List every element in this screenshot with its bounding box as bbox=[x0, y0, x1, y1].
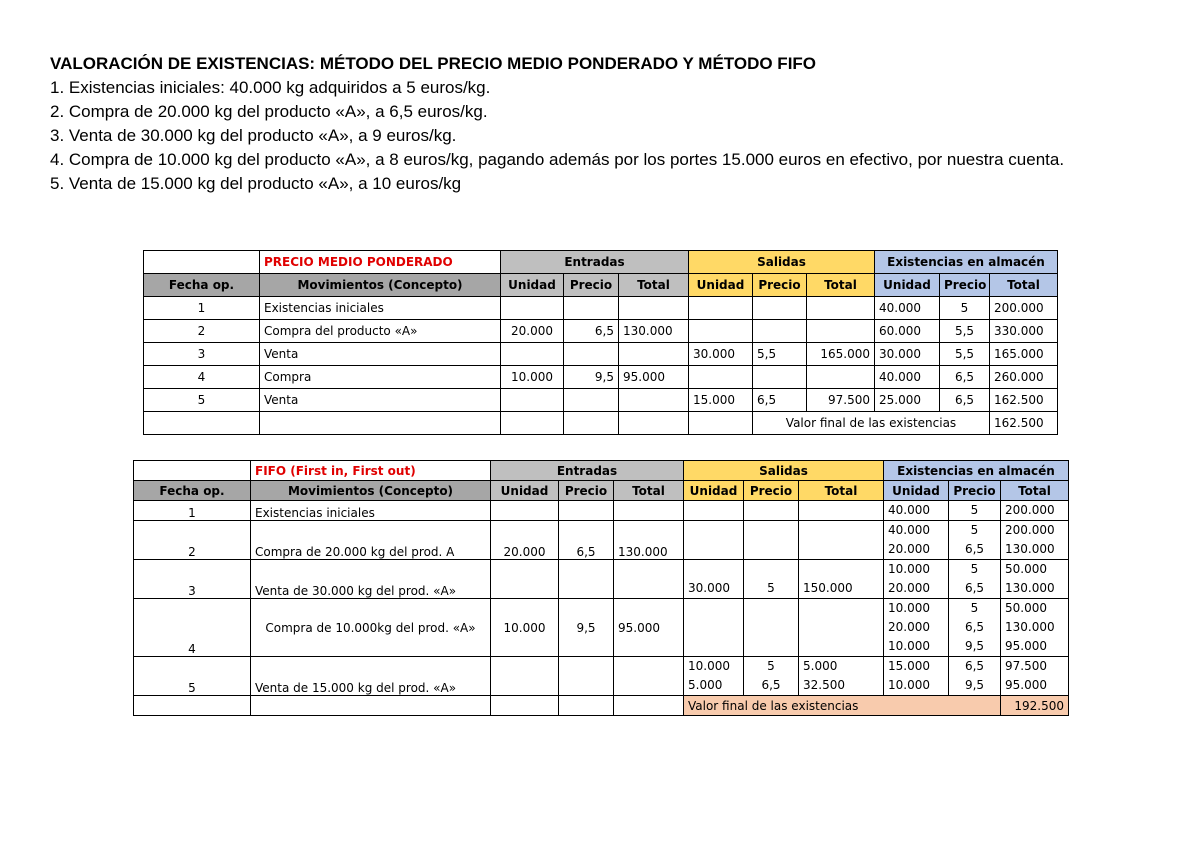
intro-line: 3. Venta de 30.000 kg del producto «A», a 9 euros/kg. bbox=[50, 126, 457, 145]
su-cell bbox=[684, 501, 744, 521]
cell-line: 6,5 bbox=[964, 581, 985, 595]
xp-cell bbox=[949, 657, 1001, 696]
sp-cell bbox=[744, 599, 799, 657]
eu-cell: 20.000 bbox=[501, 320, 564, 343]
xp-cell: 5,5 bbox=[940, 320, 990, 343]
sp-cell bbox=[753, 320, 807, 343]
et-cell bbox=[614, 560, 684, 599]
cell-line: 200.000 bbox=[1005, 523, 1055, 537]
table-row bbox=[144, 320, 1058, 343]
fifo-final-row bbox=[134, 696, 1069, 716]
xt-cell bbox=[1001, 657, 1069, 696]
sp-cell: 5,5 bbox=[753, 343, 807, 366]
ep-cell: 9,5 bbox=[559, 599, 614, 657]
xp-cell bbox=[949, 599, 1001, 657]
sp-cell bbox=[753, 297, 807, 320]
cell-line: 20.000 bbox=[888, 620, 930, 634]
xu-cell: 60.000 bbox=[875, 320, 940, 343]
xu-cell: 30.000 bbox=[875, 343, 940, 366]
ep-cell bbox=[564, 343, 619, 366]
pmp-final-value: 162.500 bbox=[990, 412, 1058, 435]
su-cell bbox=[684, 657, 744, 696]
eu-cell: 10.000 bbox=[501, 366, 564, 389]
ep-cell: 6,5 bbox=[564, 320, 619, 343]
col-total: Total bbox=[807, 274, 875, 297]
xt-cell: 200.000 bbox=[990, 297, 1058, 320]
su-cell bbox=[684, 521, 744, 560]
movimiento-cell: Venta bbox=[260, 343, 501, 366]
xu-cell: 40.000 bbox=[875, 366, 940, 389]
eu-cell bbox=[501, 343, 564, 366]
sp-cell bbox=[744, 501, 799, 521]
col-unidad: Unidad bbox=[501, 274, 564, 297]
ep-cell bbox=[559, 501, 614, 521]
pmp-final-row bbox=[144, 412, 1058, 435]
table-row bbox=[134, 560, 1069, 599]
col-precio: Precio bbox=[564, 274, 619, 297]
cell-line: 20.000 bbox=[888, 581, 930, 595]
cell-line: 5 bbox=[970, 503, 979, 517]
col-precio: Precio bbox=[949, 481, 1001, 501]
table-row bbox=[144, 389, 1058, 412]
xp-cell bbox=[949, 521, 1001, 560]
pmp-final-label: Valor final de las existencias bbox=[753, 412, 990, 435]
xp-cell: 6,5 bbox=[940, 389, 990, 412]
cell-line: 10.000 bbox=[888, 562, 930, 576]
fecha-cell: 5 bbox=[134, 657, 251, 696]
xt-cell bbox=[1001, 521, 1069, 560]
su-cell: 15.000 bbox=[689, 389, 753, 412]
movimiento-cell: Venta bbox=[260, 389, 501, 412]
et-cell bbox=[614, 657, 684, 696]
fifo-entradas-header: Entradas bbox=[491, 461, 684, 481]
intro-line: 2. Compra de 20.000 kg del producto «A», a 6,5 euros/kg. bbox=[50, 102, 488, 121]
eu-cell bbox=[501, 389, 564, 412]
fecha-cell: 1 bbox=[144, 297, 260, 320]
movimiento-cell: Compra de 10.000kg del prod. «A» bbox=[251, 599, 491, 657]
col-unidad: Unidad bbox=[684, 481, 744, 501]
xp-cell: 5 bbox=[940, 297, 990, 320]
cell-line: 95.000 bbox=[1005, 639, 1047, 653]
eu-cell bbox=[491, 560, 559, 599]
ep-cell bbox=[559, 657, 614, 696]
et-cell: 95.000 bbox=[614, 599, 684, 657]
col-unidad: Unidad bbox=[875, 274, 940, 297]
col-precio: Precio bbox=[559, 481, 614, 501]
intro-line: 5. Venta de 15.000 kg del producto «A», a 10 euros/kg bbox=[50, 174, 462, 193]
col-unidad: Unidad bbox=[491, 481, 559, 501]
xt-cell: 260.000 bbox=[990, 366, 1058, 389]
ep-cell bbox=[564, 389, 619, 412]
cell-line: 50.000 bbox=[1005, 601, 1047, 615]
cell-line: 5 bbox=[970, 523, 979, 537]
xt-cell bbox=[1001, 560, 1069, 599]
xp-cell: 5,5 bbox=[940, 343, 990, 366]
cell-line: 5.000 bbox=[688, 678, 723, 692]
col-fecha: Fecha op. bbox=[134, 481, 251, 501]
su-cell bbox=[684, 599, 744, 657]
sp-cell: 6,5 bbox=[753, 389, 807, 412]
fecha-cell: 2 bbox=[134, 521, 251, 560]
fifo-table bbox=[133, 460, 1069, 716]
cell-line: 10.000 bbox=[888, 639, 930, 653]
movimiento-cell: Compra del producto «A» bbox=[260, 320, 501, 343]
eu-cell bbox=[491, 501, 559, 521]
col-total: Total bbox=[990, 274, 1058, 297]
cell-line: 6,5 bbox=[964, 620, 985, 634]
xu-cell: 25.000 bbox=[875, 389, 940, 412]
pmp-group-header-row bbox=[144, 251, 1058, 274]
cell-line: 97.500 bbox=[1005, 659, 1047, 673]
xt-cell: 330.000 bbox=[990, 320, 1058, 343]
col-precio: Precio bbox=[940, 274, 990, 297]
fifo-method-label: FIFO (First in, First out) bbox=[251, 461, 491, 481]
st-cell bbox=[799, 501, 884, 521]
st-cell bbox=[807, 320, 875, 343]
et-cell: 130.000 bbox=[619, 320, 689, 343]
cell-line: 5.000 bbox=[803, 659, 838, 673]
pmp-column-header-row bbox=[144, 274, 1058, 297]
xt-cell: 162.500 bbox=[990, 389, 1058, 412]
cell-line: 10.000 bbox=[888, 601, 930, 615]
cell-line: 200.000 bbox=[1005, 503, 1055, 517]
xu-cell: 40.000 bbox=[875, 297, 940, 320]
su-cell bbox=[689, 366, 753, 389]
sp-cell bbox=[744, 521, 799, 560]
col-total: Total bbox=[799, 481, 884, 501]
col-precio: Precio bbox=[744, 481, 799, 501]
movimiento-cell: Existencias iniciales bbox=[251, 501, 491, 521]
su-cell: 30.000 bbox=[689, 343, 753, 366]
su-cell bbox=[689, 320, 753, 343]
et-cell bbox=[619, 343, 689, 366]
xt-cell bbox=[1001, 599, 1069, 657]
st-cell bbox=[807, 297, 875, 320]
cell-line: 6,5 bbox=[964, 542, 985, 556]
cell-line: 15.000 bbox=[888, 659, 930, 673]
cell-line: 150.000 bbox=[803, 581, 853, 595]
su-cell bbox=[689, 297, 753, 320]
fecha-cell: 4 bbox=[134, 599, 251, 657]
cell-line: 40.000 bbox=[888, 503, 930, 517]
pmp-method-label: PRECIO MEDIO PONDERADO bbox=[260, 251, 501, 274]
fecha-cell: 1 bbox=[134, 501, 251, 521]
movimiento-cell: Existencias iniciales bbox=[260, 297, 501, 320]
cell-line: 5 bbox=[970, 601, 979, 615]
su-cell bbox=[684, 560, 744, 599]
fecha-cell: 4 bbox=[144, 366, 260, 389]
cell-line: 40.000 bbox=[888, 523, 930, 537]
movimiento-cell: Venta de 30.000 kg del prod. «A» bbox=[251, 560, 491, 599]
intro-line: 4. Compra de 10.000 kg del producto «A», a 8 euros/kg, pagando además por los portes 15.000 euros en efectivo, por nuestra cuenta. bbox=[50, 150, 1065, 169]
document-title: VALORACIÓN DE EXISTENCIAS: MÉTODO DEL PRECIO MEDIO PONDERADO Y MÉTODO FIFO bbox=[50, 54, 817, 73]
cell-line: 30.000 bbox=[688, 581, 730, 595]
et-cell bbox=[614, 501, 684, 521]
eu-cell bbox=[491, 657, 559, 696]
cell-line: 50.000 bbox=[1005, 562, 1047, 576]
col-total: Total bbox=[614, 481, 684, 501]
cell-line: 130.000 bbox=[1005, 620, 1055, 634]
col-movimientos: Movimientos (Concepto) bbox=[251, 481, 491, 501]
fecha-cell: 3 bbox=[134, 560, 251, 599]
fifo-existencias-header: Existencias en almacén bbox=[884, 461, 1069, 481]
xt-cell: 165.000 bbox=[990, 343, 1058, 366]
col-total: Total bbox=[619, 274, 689, 297]
xu-cell bbox=[884, 560, 949, 599]
xu-cell bbox=[884, 521, 949, 560]
st-cell: 97.500 bbox=[807, 389, 875, 412]
movimiento-cell: Venta de 15.000 kg del prod. «A» bbox=[251, 657, 491, 696]
xu-cell bbox=[884, 599, 949, 657]
fecha-cell: 2 bbox=[144, 320, 260, 343]
table-row bbox=[134, 599, 1069, 657]
cell-line: 10.000 bbox=[888, 678, 930, 692]
table-row bbox=[134, 657, 1069, 696]
cell-line: 9,5 bbox=[964, 678, 985, 692]
cell-line: 130.000 bbox=[1005, 542, 1055, 556]
col-fecha: Fecha op. bbox=[144, 274, 260, 297]
cell-line: 20.000 bbox=[888, 542, 930, 556]
eu-cell bbox=[501, 297, 564, 320]
cell-line: 5 bbox=[767, 659, 775, 673]
fifo-final-label: Valor final de las existencias bbox=[684, 696, 1001, 716]
et-cell: 130.000 bbox=[614, 521, 684, 560]
pmp-salidas-header: Salidas bbox=[689, 251, 875, 274]
ep-cell: 6,5 bbox=[559, 521, 614, 560]
cell-line: 95.000 bbox=[1005, 678, 1047, 692]
cell-line: 6,5 bbox=[964, 659, 985, 673]
cell-line: 10.000 bbox=[688, 659, 730, 673]
fifo-group-header-row bbox=[134, 461, 1069, 481]
cell-line: 130.000 bbox=[1005, 581, 1055, 595]
col-unidad: Unidad bbox=[884, 481, 949, 501]
pmp-entradas-header: Entradas bbox=[501, 251, 689, 274]
xp-cell bbox=[949, 560, 1001, 599]
st-cell: 165.000 bbox=[807, 343, 875, 366]
eu-cell: 20.000 bbox=[491, 521, 559, 560]
ep-cell: 9,5 bbox=[564, 366, 619, 389]
cell-line: 6,5 bbox=[761, 678, 781, 692]
col-unidad: Unidad bbox=[689, 274, 753, 297]
intro-line: 1. Existencias iniciales: 40.000 kg adquiridos a 5 euros/kg. bbox=[50, 78, 491, 97]
eu-cell: 10.000 bbox=[491, 599, 559, 657]
fifo-salidas-header: Salidas bbox=[684, 461, 884, 481]
st-cell bbox=[799, 657, 884, 696]
xu-cell bbox=[884, 501, 949, 521]
sp-cell bbox=[744, 560, 799, 599]
et-cell bbox=[619, 389, 689, 412]
xt-cell bbox=[1001, 501, 1069, 521]
ep-cell bbox=[559, 560, 614, 599]
fecha-cell: 5 bbox=[144, 389, 260, 412]
sp-cell bbox=[753, 366, 807, 389]
table-row bbox=[144, 366, 1058, 389]
cell-line: 5 bbox=[970, 562, 979, 576]
cell-line: 32.500 bbox=[803, 678, 845, 692]
table-row bbox=[144, 297, 1058, 320]
intro-text bbox=[50, 52, 1150, 196]
ep-cell bbox=[564, 297, 619, 320]
st-cell bbox=[807, 366, 875, 389]
xu-cell bbox=[884, 657, 949, 696]
col-precio: Precio bbox=[753, 274, 807, 297]
table-row bbox=[134, 501, 1069, 521]
xp-cell bbox=[949, 501, 1001, 521]
xp-cell: 6,5 bbox=[940, 366, 990, 389]
st-cell bbox=[799, 599, 884, 657]
pmp-table bbox=[143, 250, 1058, 435]
st-cell bbox=[799, 560, 884, 599]
col-movimientos: Movimientos (Concepto) bbox=[260, 274, 501, 297]
fifo-final-value: 192.500 bbox=[1001, 696, 1069, 716]
sp-cell bbox=[744, 657, 799, 696]
et-cell bbox=[619, 297, 689, 320]
fecha-cell: 3 bbox=[144, 343, 260, 366]
col-total: Total bbox=[1001, 481, 1069, 501]
st-cell bbox=[799, 521, 884, 560]
table-row bbox=[134, 521, 1069, 560]
table-row bbox=[144, 343, 1058, 366]
et-cell: 95.000 bbox=[619, 366, 689, 389]
movimiento-cell: Compra bbox=[260, 366, 501, 389]
pmp-existencias-header: Existencias en almacén bbox=[875, 251, 1058, 274]
cell-line: 5 bbox=[767, 581, 775, 595]
movimiento-cell: Compra de 20.000 kg del prod. A bbox=[251, 521, 491, 560]
cell-line: 9,5 bbox=[964, 639, 985, 653]
fifo-column-header-row bbox=[134, 481, 1069, 501]
